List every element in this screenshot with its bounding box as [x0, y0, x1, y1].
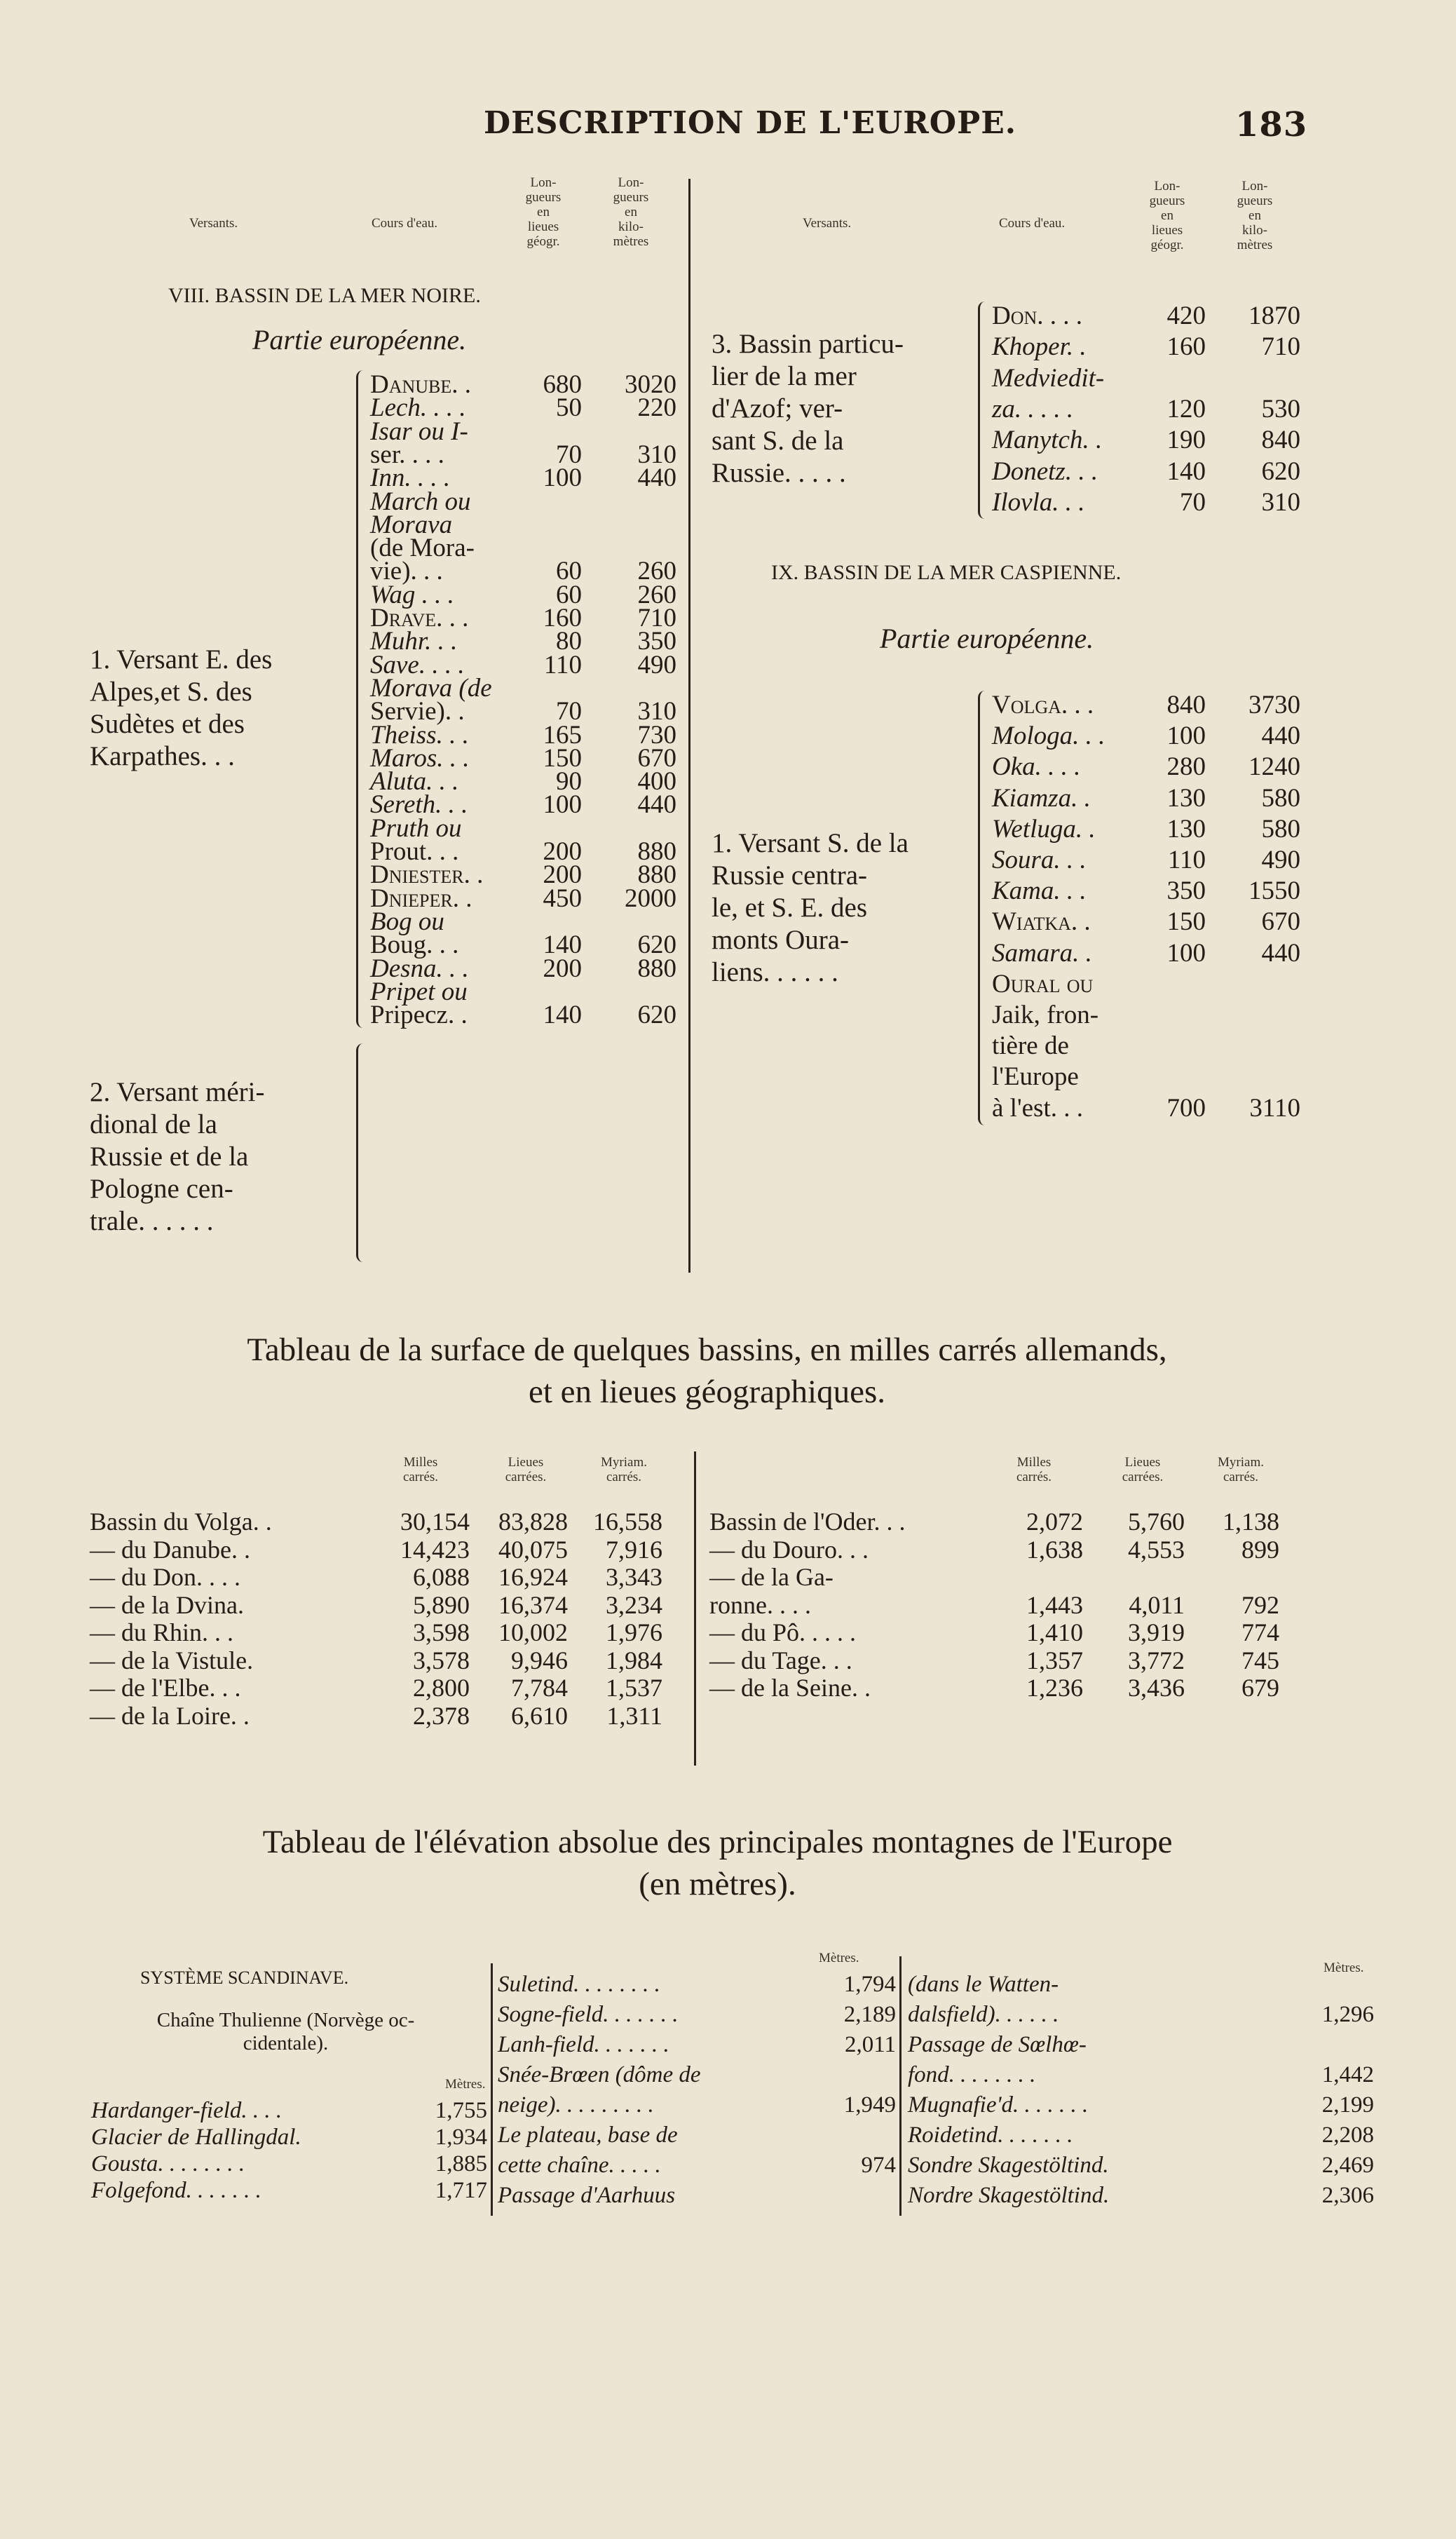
river-name: Pruth ou [370, 813, 462, 843]
river-km: 710 [1261, 332, 1300, 362]
river-name: Isar ou I- [370, 417, 468, 446]
mountain-height: 2,011 [844, 2032, 896, 2057]
label-line: 1. Versant S. de la [712, 828, 909, 858]
table2-title-line1: Tableau de la surface de quelques bassins, en milles carrés allemands, [247, 1332, 1167, 1368]
label-line: 3. Bassin particu- [712, 329, 904, 359]
river-name: Save. . . . [370, 650, 465, 679]
river-lieues: 50 [556, 393, 582, 423]
river-name: Mologa. . . [992, 722, 1105, 751]
basin-lieues: 3,436 [1128, 1674, 1185, 1702]
mountain-name: (dans le Watten- [908, 1972, 1059, 1997]
basin-lieues: 9,946 [511, 1646, 568, 1674]
basin-myr: 1,984 [606, 1646, 662, 1674]
river-lieues: 100 [1166, 938, 1206, 968]
river-lieues: 140 [543, 930, 582, 960]
t3-divider-1 [491, 1963, 493, 2216]
basin-label: — de la Seine. . [709, 1674, 871, 1702]
river-name: Theiss. . . [370, 720, 469, 750]
basin-milles: 2,378 [413, 1701, 470, 1730]
basin-label: — du Don. . . . [90, 1563, 240, 1591]
river-km: 3020 [625, 370, 676, 399]
river-lieues: 200 [543, 860, 582, 890]
label-line: Russie centra- [712, 860, 868, 891]
label-line: dional de la [90, 1109, 217, 1139]
river-lieues: 110 [1167, 846, 1206, 874]
river-km: 580 [1261, 783, 1300, 813]
basin-myr: 774 [1241, 1618, 1279, 1646]
river-name: Prout. . . [370, 837, 459, 866]
river-name: ser. . . . [370, 440, 444, 469]
t3-divider-2 [899, 1956, 902, 2216]
river-km: 3730 [1249, 691, 1300, 719]
river-name: Manytch. . [992, 426, 1103, 455]
basin-lieues: 16,374 [498, 1590, 568, 1619]
right-col-cours: Cours d'eau. [999, 216, 1066, 231]
mountain-name: Hardanger-field. . . . [91, 2098, 283, 2123]
river-km: 220 [637, 393, 676, 423]
mountain-name: cette chaîne. . . . . [498, 2153, 661, 2178]
river-km: 840 [1261, 426, 1300, 455]
basin-lieues: 10,002 [498, 1618, 568, 1646]
river-lieues: 150 [543, 743, 582, 773]
river-km: 440 [1261, 722, 1300, 751]
river-name: Dnieper. . [370, 883, 472, 913]
label-line: trale. . . . . . [90, 1206, 214, 1236]
river-km: 710 [637, 604, 676, 632]
right-col-lieues: Lon- gueurs en lieues géogr. [1149, 179, 1185, 252]
basin-milles: 6,088 [413, 1563, 470, 1591]
river-km: 260 [637, 557, 676, 586]
basin-lieues: 4,553 [1128, 1535, 1185, 1564]
river-km: 620 [637, 1001, 676, 1030]
right-brace-azof [978, 302, 990, 519]
basin-milles: 3,578 [413, 1646, 470, 1674]
river-name: Boug. . . [370, 930, 459, 960]
river-lieues: 120 [1166, 394, 1206, 424]
river-lieues: 60 [556, 580, 582, 609]
river-name: Don. . . . [992, 302, 1083, 330]
t2-right-h-myr: Myriam. carrés. [1218, 1455, 1264, 1484]
basin-lieues: 4,011 [1129, 1590, 1185, 1619]
mountain-name: neige). . . . . . . . . [498, 2092, 654, 2118]
river-lieues: 700 [1166, 1093, 1206, 1123]
river-lieues: 60 [556, 557, 582, 586]
page-number: 183 [1235, 105, 1308, 144]
river-km: 310 [1261, 487, 1300, 517]
t2-right-h-milles: Milles carrés. [1016, 1455, 1052, 1484]
river-lieues: 70 [1180, 487, 1206, 517]
river-name: Kiamza. . [992, 783, 1091, 813]
river-name: Maros. . . [370, 743, 470, 773]
river-km: 400 [637, 767, 676, 797]
river-lieues: 450 [543, 883, 582, 913]
t3-col2-metres: Mètres. [819, 1951, 859, 1965]
basin-label: — du Rhin. . . [90, 1618, 234, 1646]
river-km: 310 [637, 440, 676, 469]
t2-left-h-milles: Milles carrés. [402, 1455, 439, 1484]
river-name: Desna. . . [370, 954, 469, 983]
river-name: Wiatka. . [992, 907, 1091, 937]
basin-milles: 2,800 [413, 1674, 470, 1702]
basin-label: — du Tage. . . [709, 1646, 852, 1674]
mountain-height: 1,442 [1321, 2062, 1374, 2087]
river-name: za. . . . . [992, 394, 1074, 424]
label-line: Alpes,et S. des [90, 677, 252, 707]
mountain-name: Folgefond. . . . . . . [91, 2178, 261, 2203]
river-name: Kama. . . [992, 876, 1087, 906]
t2-divider [694, 1451, 696, 1766]
section-viii: VIII. BASSIN DE LA MER NOIRE. [168, 284, 481, 307]
river-km: 440 [637, 790, 676, 820]
river-name: Morava [370, 510, 453, 539]
mountain-name: Gousta. . . . . . . . [91, 2151, 245, 2176]
mountain-name: Passage d'Aarhuus [498, 2183, 676, 2208]
mountain-height: 2,469 [1321, 2153, 1374, 2178]
river-name: Pripet ou [370, 977, 468, 1006]
basin-myr: 792 [1241, 1590, 1279, 1619]
river-lieues: 840 [1166, 691, 1206, 719]
river-lieues: 130 [1166, 783, 1206, 813]
mountain-name: Glacier de Hallingdal. [91, 2125, 301, 2150]
basin-milles: 1,410 [1026, 1618, 1083, 1646]
basin-lieues: 3,919 [1128, 1618, 1185, 1646]
river-name: Pripecz. . [370, 1001, 468, 1030]
label-line: liens. . . . . . [712, 957, 838, 987]
basin-myr: 1,976 [606, 1618, 662, 1646]
t2-left-h-myr: Myriam. carrés. [601, 1455, 647, 1484]
label-line: monts Oura- [712, 925, 850, 955]
basin-milles: 1,236 [1026, 1674, 1083, 1702]
label-line: d'Azof; ver- [712, 393, 843, 424]
river-km: 1870 [1249, 302, 1300, 330]
river-lieues: 280 [1166, 752, 1206, 782]
label-line: Sudètes et des [90, 709, 245, 739]
river-lieues: 130 [1166, 814, 1206, 844]
basin-lieues: 16,924 [498, 1563, 568, 1591]
mountain-height: 2,199 [1321, 2092, 1374, 2118]
river-km: 350 [637, 627, 676, 656]
river-name: Donetz. . . [992, 456, 1098, 486]
basin-label: Bassin du Volga. . [90, 1508, 272, 1536]
river-lieues: 160 [1166, 332, 1206, 362]
river-name: l'Europe [992, 1062, 1079, 1092]
t3-system: SYSTÈME SCANDINAVE. [140, 1968, 349, 1988]
basin-myr: 1,537 [606, 1674, 662, 1702]
mountain-height: 2,306 [1321, 2183, 1374, 2208]
river-name: Danube. . [370, 370, 472, 399]
river-km: 530 [1261, 394, 1300, 424]
river-name: Inn. . . . [370, 463, 451, 493]
river-name: Samara. . [992, 938, 1092, 968]
label-line: 2. Versant méri- [90, 1077, 265, 1107]
basin-lieues: 83,828 [498, 1508, 568, 1536]
river-name: Jaik, fron- [992, 1001, 1099, 1029]
mountain-height: 1,934 [435, 2125, 487, 2150]
river-name: Servie). . [370, 697, 465, 726]
river-name: Khoper. . [992, 332, 1087, 362]
basin-label: — du Pô. . . . . [709, 1618, 857, 1646]
river-km: 730 [637, 720, 676, 750]
basin-label: — de la Ga- [709, 1563, 834, 1591]
left-col-versants: Versants. [189, 216, 238, 231]
river-km: 490 [1261, 846, 1300, 874]
basin-lieues: 5,760 [1128, 1508, 1185, 1536]
basin-label: — de la Vistule. [90, 1646, 254, 1674]
basin-myr: 16,558 [593, 1508, 662, 1536]
river-lieues: 200 [543, 837, 582, 866]
basin-myr: 679 [1241, 1674, 1279, 1702]
left-col-cours: Cours d'eau. [372, 216, 438, 231]
basin-milles: 2,072 [1026, 1508, 1083, 1536]
basin-milles: 1,357 [1026, 1646, 1083, 1674]
right-brace-caspienne [978, 691, 990, 1125]
section-ix-sub: Partie européenne. [880, 623, 1094, 654]
river-lieues: 110 [543, 650, 582, 679]
basin-lieues: 3,772 [1128, 1646, 1185, 1674]
t2-left-h-lieues: Lieues carrées. [505, 1455, 547, 1484]
river-name: Wetluga. . [992, 814, 1096, 844]
mountain-name: Roidetind. . . . . . . [908, 2122, 1073, 2148]
table2-title-line2: et en lieues géographiques. [529, 1374, 885, 1410]
river-km: 310 [637, 697, 676, 726]
t3-col1-metres: Mètres. [445, 2077, 486, 2092]
basin-milles: 1,443 [1026, 1590, 1083, 1619]
table3-title-line2: (en mètres). [639, 1866, 796, 1902]
river-lieues: 90 [556, 767, 582, 797]
right-col-km: Lon- gueurs en kilo- mètres [1237, 179, 1273, 252]
running-head: DESCRIPTION DE L'EUROPE. [484, 105, 1017, 141]
mountain-name: Mugnafie'd. . . . . . . [908, 2092, 1089, 2118]
river-km: 580 [1261, 814, 1300, 844]
river-name: vie). . . [370, 557, 443, 586]
river-km: 3110 [1249, 1093, 1300, 1123]
mountain-height: 1,755 [435, 2098, 487, 2123]
label-line: lier de la mer [712, 361, 857, 391]
mountain-name: fond. . . . . . . . [908, 2062, 1036, 2087]
basin-label: Bassin de l'Oder. . . [709, 1508, 906, 1536]
river-lieues: 100 [543, 790, 582, 820]
river-name: Lech. . . . [370, 393, 466, 423]
river-name: tière de [992, 1031, 1069, 1061]
label-line: sant S. de la [712, 426, 844, 456]
river-km: 2000 [625, 883, 676, 913]
river-name: Oural ou [992, 969, 1094, 998]
river-name: Volga. . . [992, 691, 1094, 719]
t2-right-h-lieues: Lieues carrées. [1122, 1455, 1164, 1484]
river-name: March ou [370, 487, 471, 516]
river-km: 670 [1261, 907, 1300, 937]
basin-lieues: 7,784 [511, 1674, 568, 1702]
river-km: 620 [1261, 456, 1300, 486]
mountain-name: Snée-Brœen (dôme de [498, 2062, 701, 2087]
label-line: Pologne cen- [90, 1174, 233, 1204]
river-name: Muhr. . . [370, 627, 458, 656]
river-km: 490 [637, 650, 676, 679]
river-name: Sereth. . . [370, 790, 468, 820]
river-lieues: 140 [1166, 456, 1206, 486]
left-group-1 [90, 644, 351, 773]
river-lieues: 420 [1166, 302, 1206, 330]
mountain-name: Nordre Skagestöltind. [908, 2183, 1110, 2208]
table3-title [0, 1823, 1456, 1903]
label-line: le, et S. E. des [712, 893, 868, 923]
river-name: Ilovla. . . [992, 487, 1085, 517]
section-viii-sub: Partie européenne. [252, 324, 467, 356]
right-group-3 [712, 328, 971, 489]
river-km: 620 [637, 930, 676, 960]
river-lieues: 70 [556, 697, 582, 726]
river-name: Aluta. . . [370, 767, 459, 797]
column-divider [688, 179, 690, 1273]
river-lieues: 680 [543, 370, 582, 399]
basin-milles: 1,638 [1026, 1535, 1083, 1564]
basin-lieues: 6,610 [511, 1701, 568, 1730]
river-name: (de Mora- [370, 534, 475, 563]
river-lieues: 80 [556, 627, 582, 656]
river-km: 880 [637, 860, 676, 890]
left-col-km: Lon- gueurs en kilo- mètres [613, 175, 649, 249]
basin-label: — de la Loire. . [90, 1701, 250, 1730]
basin-label: — du Douro. . . [709, 1535, 869, 1564]
river-lieues: 100 [1166, 722, 1206, 751]
river-km: 880 [637, 837, 676, 866]
mountain-height: 2,189 [843, 2002, 896, 2027]
river-km: 260 [637, 580, 676, 609]
mountain-height: 974 [861, 2153, 896, 2178]
right-col-versants: Versants. [803, 216, 852, 231]
river-name: Soura. . . [992, 846, 1087, 874]
mountain-name: Sondre Skagestöltind. [908, 2153, 1109, 2178]
left-brace-1 [356, 370, 368, 1028]
river-lieues: 70 [556, 440, 582, 469]
river-lieues: 200 [543, 954, 582, 983]
basin-label: ronne. . . . [709, 1590, 811, 1619]
basin-label: — du Danube. . [90, 1535, 250, 1564]
label-line: Karpathes. . . [90, 741, 235, 771]
river-name: Bog ou [370, 907, 444, 936]
t3-chain: Chaîne Thulienne (Norvège oc- cidentale). [156, 2009, 415, 2054]
left-group-2 [90, 1076, 351, 1238]
table2-title [0, 1331, 1456, 1411]
mountain-name: Suletind. . . . . . . . [498, 1972, 660, 1997]
mountain-name: Le plateau, base de [498, 2122, 678, 2148]
right-group-1 [712, 827, 971, 989]
mountain-height: 2,208 [1321, 2122, 1374, 2148]
mountain-name: Passage de Sœlhœ- [908, 2032, 1087, 2057]
basin-lieues: 40,075 [498, 1535, 568, 1564]
basin-milles: 30,154 [400, 1508, 470, 1536]
river-name: Dniester. . [370, 860, 484, 890]
river-lieues: 160 [543, 604, 582, 632]
mountain-height: 1,885 [435, 2151, 487, 2176]
left-brace-2 [356, 1043, 368, 1262]
mountain-name: Sogne-field. . . . . . . [498, 2002, 679, 2027]
label-line: 1. Versant E. des [90, 644, 273, 675]
river-lieues: 165 [543, 720, 582, 750]
mountain-height: 1,717 [435, 2178, 487, 2203]
river-lieues: 190 [1166, 426, 1206, 455]
river-name: Wag . . . [370, 580, 454, 609]
label-line: Russie. . . . . [712, 458, 846, 488]
river-km: 1550 [1249, 876, 1300, 906]
river-km: 670 [637, 743, 676, 773]
basin-label: — de la Dvina. [90, 1590, 244, 1619]
river-lieues: 150 [1166, 907, 1206, 937]
section-ix: IX. BASSIN DE LA MER CASPIENNE. [771, 561, 1122, 584]
basin-myr: 1,138 [1223, 1508, 1279, 1536]
river-km: 1240 [1249, 752, 1300, 782]
river-km: 440 [637, 463, 676, 493]
river-lieues: 140 [543, 1001, 582, 1030]
river-lieues: 100 [543, 463, 582, 493]
river-name: à l'est. . . [992, 1093, 1083, 1123]
basin-milles: 14,423 [400, 1535, 470, 1564]
mountain-height: 1,296 [1321, 2002, 1374, 2027]
basin-label: — de l'Elbe. . . [90, 1674, 241, 1702]
river-km: 880 [637, 954, 676, 983]
river-name: Morava (de [370, 673, 492, 703]
basin-myr: 1,311 [606, 1701, 662, 1730]
river-name: Medviedit- [992, 363, 1105, 393]
mountain-name: dalsfield). . . . . . [908, 2002, 1059, 2027]
label-line: Russie et de la [90, 1142, 249, 1172]
t3-col3-metres: Mètres. [1324, 1961, 1364, 1975]
river-km: 440 [1261, 938, 1300, 968]
river-name: Oka. . . . [992, 752, 1081, 782]
left-col-lieues: Lon- gueurs en lieues géogr. [525, 175, 562, 249]
river-name: Drave. . . [370, 604, 469, 632]
basin-myr: 3,343 [606, 1563, 662, 1591]
basin-myr: 899 [1241, 1535, 1279, 1564]
basin-myr: 3,234 [606, 1590, 662, 1619]
mountain-name: Lanh-field. . . . . . . [498, 2032, 669, 2057]
basin-myr: 745 [1241, 1646, 1279, 1674]
river-lieues: 350 [1166, 876, 1206, 906]
table3-title-line1: Tableau de l'élévation absolue des principales montagnes de l'Europe [262, 1824, 1173, 1860]
mountain-height: 1,949 [843, 2092, 896, 2118]
basin-milles: 3,598 [413, 1618, 470, 1646]
basin-milles: 5,890 [413, 1590, 470, 1619]
basin-myr: 7,916 [606, 1535, 662, 1564]
mountain-height: 1,794 [843, 1972, 896, 1997]
